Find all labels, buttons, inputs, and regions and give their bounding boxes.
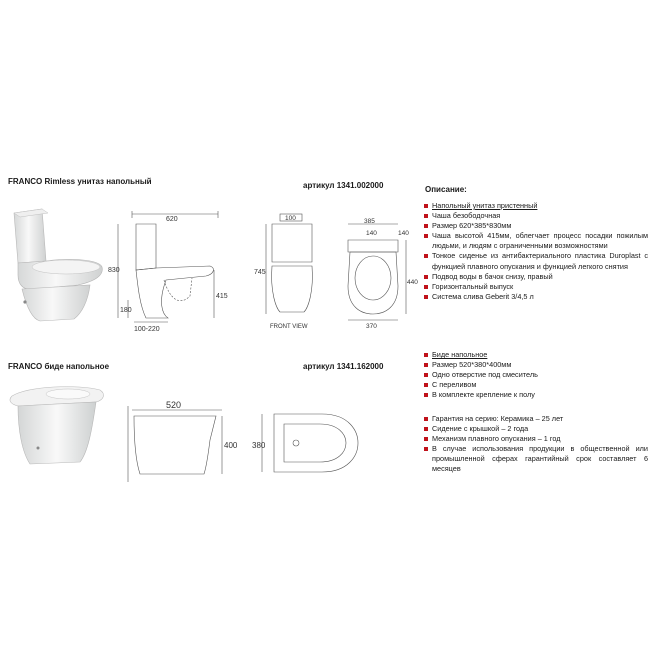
dim-top-width-label: 385 <box>364 218 375 225</box>
list-item: Тонкое сиденье из антибактериального пластика Duroplast с функцией плавного опускания и функцией легкого снятия <box>424 251 648 271</box>
bidet-feature-list <box>424 350 648 400</box>
list-item: Подвод воды в бачок снизу, правый <box>424 272 648 282</box>
dim-outlet-label: 180 <box>120 307 132 314</box>
dim-top-a-label: 140 <box>366 230 377 237</box>
list-item: Одно отверстие под смеситель <box>424 370 648 380</box>
dim-height-label: 830 <box>108 267 120 274</box>
toilet-side-drawing <box>106 210 236 335</box>
bowl-outline <box>136 266 213 318</box>
list-item: Гарантия на серию: Керамика – 25 лет <box>424 414 648 424</box>
dim-top-b-label: 140 <box>398 230 409 237</box>
list-item: Размер 620*385*830мм <box>424 221 648 231</box>
dim-bidet-width-label: 520 <box>166 400 182 410</box>
front-tank-outline <box>272 224 312 262</box>
list-item: Чаша высотой 415мм, облегчает процесс посадки пожилым людьми, и людям с ограниченными возможностями <box>424 231 648 251</box>
trap-outline <box>164 278 192 301</box>
list-item: В комплекте крепление к полу <box>424 390 648 400</box>
list-item: С переливом <box>424 380 648 390</box>
bidet-photo <box>8 382 108 466</box>
dim-top-depth-label: 440 <box>407 279 418 286</box>
list-item: Горизонтальный выпуск <box>424 282 648 292</box>
dim-outlet-range-label: 100-220 <box>134 326 160 333</box>
front-bowl-outline <box>272 266 313 312</box>
top-bowl-inner <box>355 256 391 300</box>
dim-front-height-label: 745 <box>254 269 266 276</box>
list-item: Напольный унитаз пристенный <box>424 201 648 211</box>
dim-front-top-label: 100 <box>285 215 296 222</box>
bidet-article: артикул 1341.162000 <box>303 362 384 371</box>
list-item: Чаша безободочная <box>424 211 648 221</box>
dim-bidet-height-label: 400 <box>224 441 238 450</box>
faucet-hole <box>293 440 299 446</box>
toilet-front-drawing <box>252 212 332 334</box>
toilet-feature-list <box>424 201 648 302</box>
toilet-top-drawing <box>338 220 416 332</box>
toilet-article: артикул 1341.002000 <box>303 181 384 190</box>
dim-top-bottom-label: 370 <box>366 323 377 330</box>
top-tank-outline <box>348 240 398 252</box>
warranty-list <box>424 414 648 475</box>
dim-width-label: 620 <box>166 216 178 223</box>
front-view-caption: FRONT VIEW <box>270 324 308 330</box>
list-item: Биде напольное <box>424 350 648 360</box>
toilet-title: FRANCO Rimless унитаз напольный <box>8 177 152 186</box>
list-item: В случае использования продукции в общественной или промышленной сферах гарантийный срок составляет 6 месяцев <box>424 444 648 474</box>
tank-outline <box>136 224 156 270</box>
list-item: Сидение с крышкой – 2 года <box>424 424 648 434</box>
list-item: Размер 520*380*400мм <box>424 360 648 370</box>
dim-seat-label: 415 <box>216 293 228 300</box>
bidet-title: FRANCO биде напольное <box>8 362 110 371</box>
list-item: Система слива Geberit 3/4,5 л <box>424 292 648 302</box>
bidet-side-drawing <box>124 396 236 488</box>
bidet-top-outline <box>274 414 358 472</box>
toilet-photo <box>8 205 108 325</box>
bidet-side-outline <box>134 416 216 474</box>
list-item: Механизм плавного опускания – 1 год <box>424 434 648 444</box>
bidet-top-drawing <box>250 408 362 480</box>
description-heading: Описание: <box>425 185 467 194</box>
dim-bidet-top-label: 380 <box>252 441 266 450</box>
